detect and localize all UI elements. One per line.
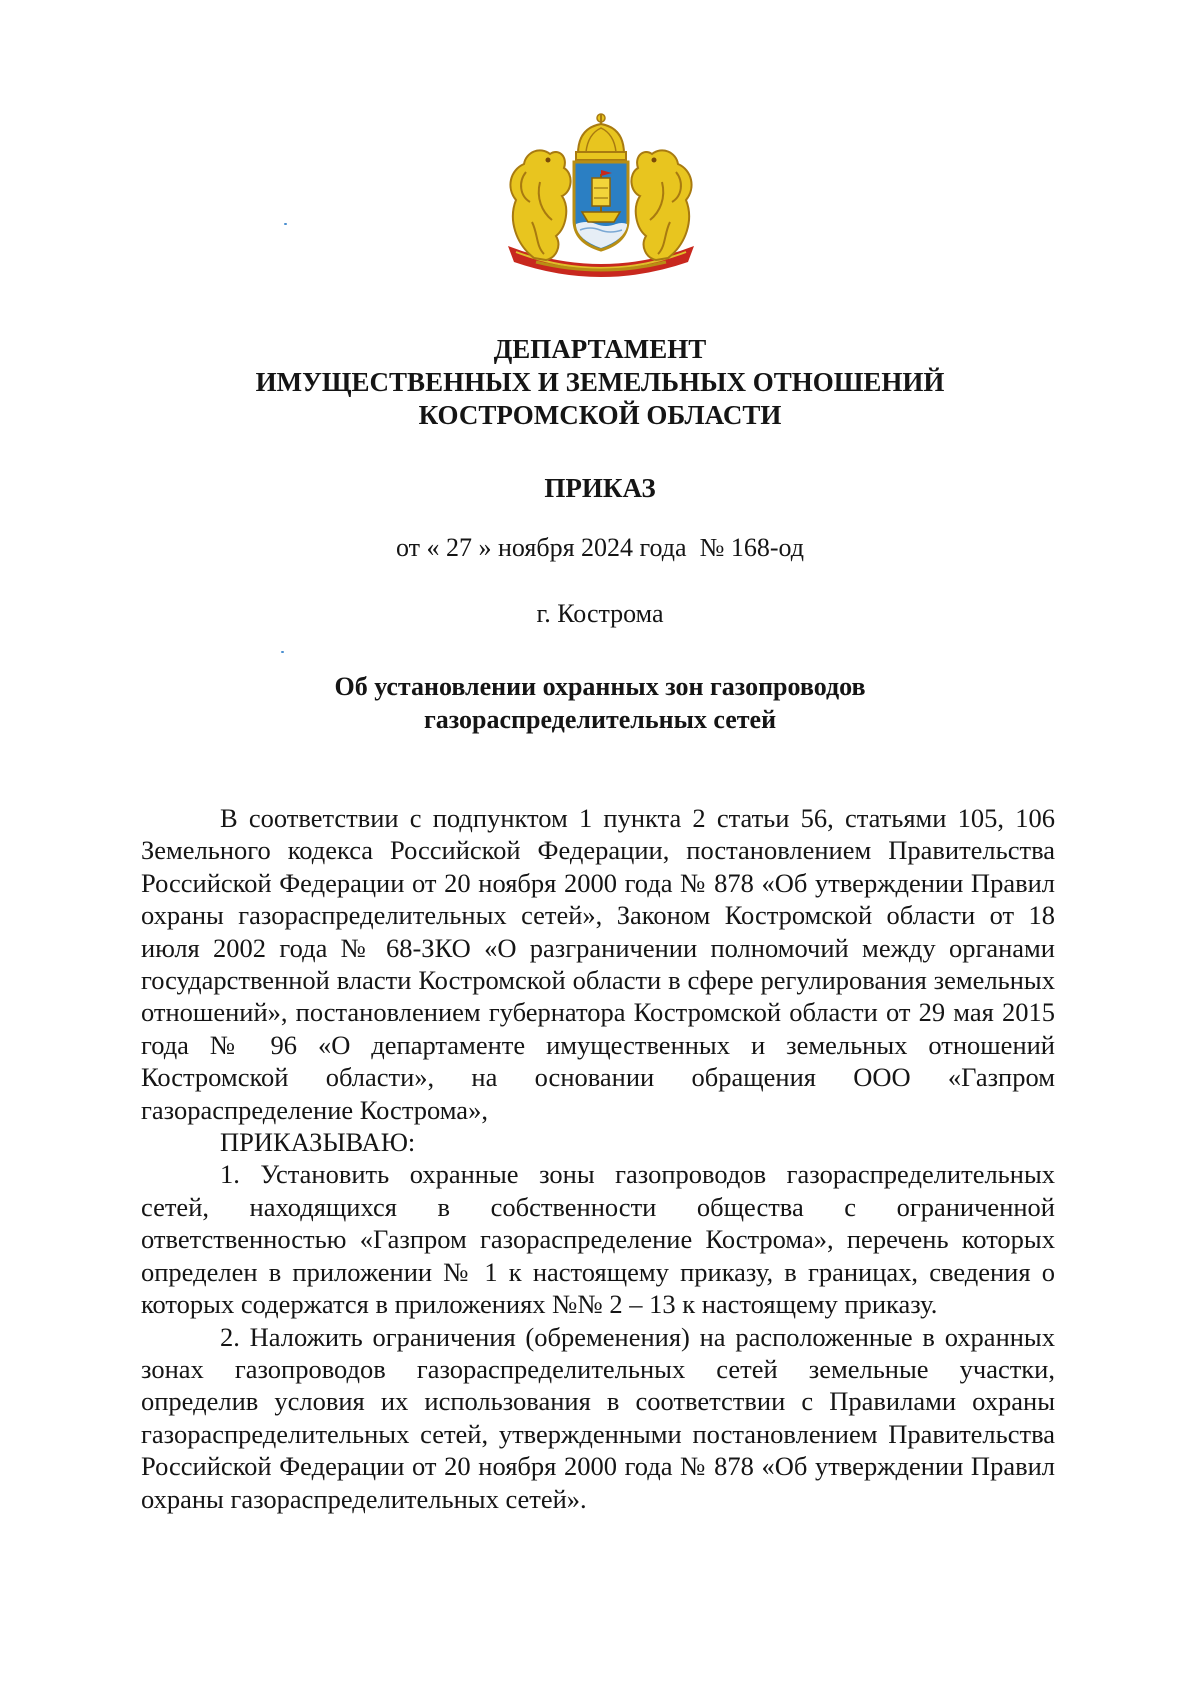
order-item-1: 1. Установить охранные зоны газопроводов газораспределительных сетей, находящихся в собственности общества с ограниченной ответственностью «Газпром газораспределение Кострома», перечень которых определен в приложении № 1 к настоящему приказу, в границах, сведения о которых содержатся в приложениях №№ 2 – 13 к настоящему приказу. — [141, 1159, 1055, 1320]
header-line-2: ИМУЩЕСТВЕННЫХ И ЗЕМЕЛЬНЫХ ОТНОШЕНИЙ — [255, 367, 945, 397]
scan-speck — [284, 223, 287, 225]
subject-line-2: газораспределительных сетей — [423, 705, 777, 734]
decree-word: ПРИКАЗЫВАЮ: — [220, 1127, 416, 1158]
preamble-paragraph: В соответствии с подпунктом 1 пункта 2 статьи 56, статьями 105, 106 Земельного кодекса Российской Федерации, постановлением Правительства Российской Федерации от 20 ноября 2000 года № 878 «Об утверждении Правил охраны газораспределительных сетей», Законом Костромской области от 18 июля 2002 года № 68-ЗКО «О разграничении полномочий между органами государственной власти Костромской области в сфере регулирования земельных отношений», постановлением губернатора Костромской области от 29 мая 2015 года № 96 «О департаменте имущественных и земельных отношений Костромской области», на основании обращения ООО «Газпром газораспределение Кострома», — [141, 803, 1055, 1125]
order-body — [141, 802, 1055, 1515]
kostroma-coat-of-arms-icon — [496, 112, 706, 286]
department-header — [140, 333, 1060, 432]
order-subject — [140, 670, 1060, 736]
order-title: ПРИКАЗ — [544, 473, 656, 503]
order-date-number: от « 27 » ноября 2024 года № 168-од — [395, 533, 805, 562]
subject-line-1: Об установлении охранных зон газопроводов — [334, 672, 866, 701]
order-city: г. Кострома — [536, 599, 664, 628]
header-line-3: КОСТРОМСКОЙ ОБЛАСТИ — [418, 400, 782, 430]
scan-speck — [281, 651, 284, 653]
order-item-2: 2. Наложить ограничения (обременения) на расположенные в охранных зонах газопроводов газораспределительных сетей земельные участки, определив условия их использования в соответствии с Правилами охраны газораспределительных сетей, утвержденными постановлением Правительства Российской Федерации от 20 ноября 2000 года № 878 «Об утверждении Правил охраны газораспределительных сетей». — [141, 1321, 1055, 1514]
header-line-1: ДЕПАРТАМЕНТ — [493, 334, 707, 364]
